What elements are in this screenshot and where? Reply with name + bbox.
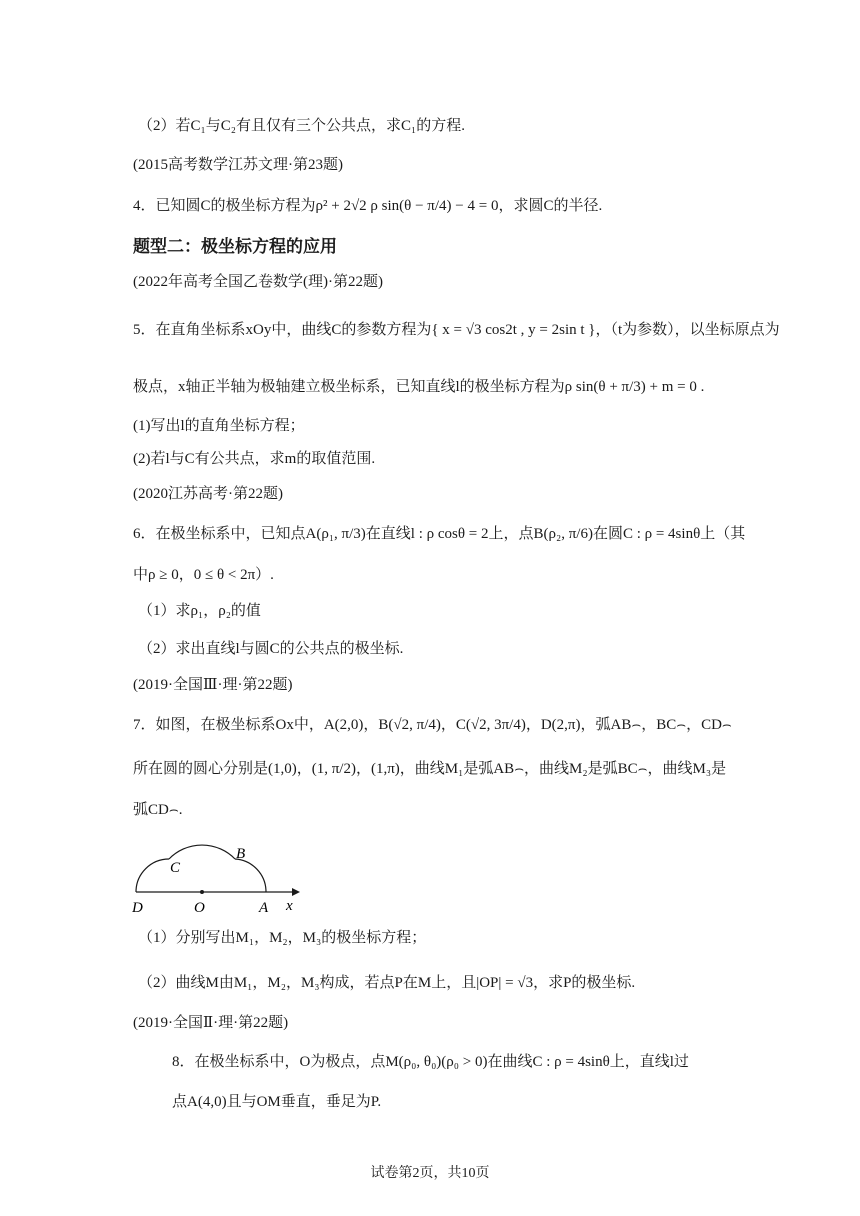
arc-cd (136, 859, 169, 892)
page-footer: 试卷第2页，共10页 (370, 1166, 490, 1181)
problem-6-line-1: 6．在极坐标系中，已知点A(ρ₁, π/3)在直线l : ρ cosθ = 2上，点B(ρ₂, π/6)在圆C : ρ = 4sinθ上（其 (133, 526, 746, 542)
problem-7-figure (132, 828, 302, 914)
problem-7-part-1: （1）分别写出M₁，M₂，M₃的极坐标方程； (138, 930, 427, 946)
label-b: B (236, 846, 246, 862)
source-note-2: (2022年高考全国乙卷数学(理)·第22题) (133, 274, 383, 290)
problem-7-line-1: 7．如图，在极坐标系Ox中，A(2,0)，B(√2, π/4)，C(√2, 3π/4)，D(2,π)，弧AB⌢，BC⌢，CD⌢ (133, 717, 732, 733)
source-note-1: (2015高考数学江苏文理·第23题) (133, 157, 343, 173)
problem-6-part-1: （1）求ρ₁，ρ₂的值 (138, 603, 261, 619)
source-note-4: (2019·全国Ⅲ·理·第22题) (133, 677, 293, 693)
problem-5-line-1: 5．在直角坐标系xOy中，曲线C的参数方程为{ x = √3 cos2t , y = 2sin t }，（t为参数），以坐标原点为 (133, 322, 780, 338)
label-d: D (132, 900, 143, 914)
problem-5-part-1: (1)写出l的直角坐标方程； (133, 418, 305, 434)
label-x: x (286, 898, 293, 914)
problem-5-part-2: (2)若l与C有公共点，求m的取值范围. (133, 451, 376, 467)
section-heading: 题型二：极坐标方程的应用 (133, 237, 337, 257)
problem-5-line-2: 极点，x轴正半轴为极轴建立极坐标系，已知直线l的极坐标方程为ρ sin(θ + π/3) + m = 0 . (133, 379, 705, 395)
problem-8-line-2: 点A(4,0)且与OM垂直，垂足为P. (172, 1094, 382, 1110)
arc-ab (235, 859, 266, 892)
label-c: C (170, 860, 181, 876)
problem-6-part-2: （2）求出直线l与圆C的公共点的极坐标. (138, 641, 404, 657)
problem-4: 4．已知圆C的极坐标方程为ρ² + 2√2 ρ sin(θ − π/4) − 4 = 0，求圆C的半径. (133, 198, 603, 214)
source-note-3: (2020江苏高考·第22题) (133, 486, 283, 502)
pole-point (200, 890, 204, 894)
problem-7-line-2: 所在圆的圆心分别是(1,0)，(1, π/2)，(1,π)，曲线M₁是弧AB⌢，曲线M₂是弧BC⌢，曲线M₃是 (133, 761, 727, 777)
label-a: A (259, 900, 269, 914)
problem-7-part-2: （2）曲线M由M₁，M₂，M₃构成，若点P在M上，且|OP| = √3，求P的极坐标. (138, 975, 636, 991)
arc-bc (169, 845, 235, 859)
problem-7-line-3: 弧CD⌢. (133, 802, 183, 818)
problem-8-line-1: 8．在极坐标系中，O为极点，点M(ρ₀, θ₀)(ρ₀ > 0)在曲线C : ρ = 4sinθ上，直线l过 (172, 1054, 689, 1070)
label-o: O (194, 900, 205, 914)
problem-6-line-2: 中ρ ≥ 0，0 ≤ θ < 2π）. (133, 567, 274, 583)
line-1: （2）若C₁与C₂有且仅有三个公共点，求C₁的方程. (138, 118, 465, 134)
axis-arrow-icon (292, 888, 300, 896)
source-note-5: (2019·全国Ⅱ·理·第22题) (133, 1015, 289, 1031)
